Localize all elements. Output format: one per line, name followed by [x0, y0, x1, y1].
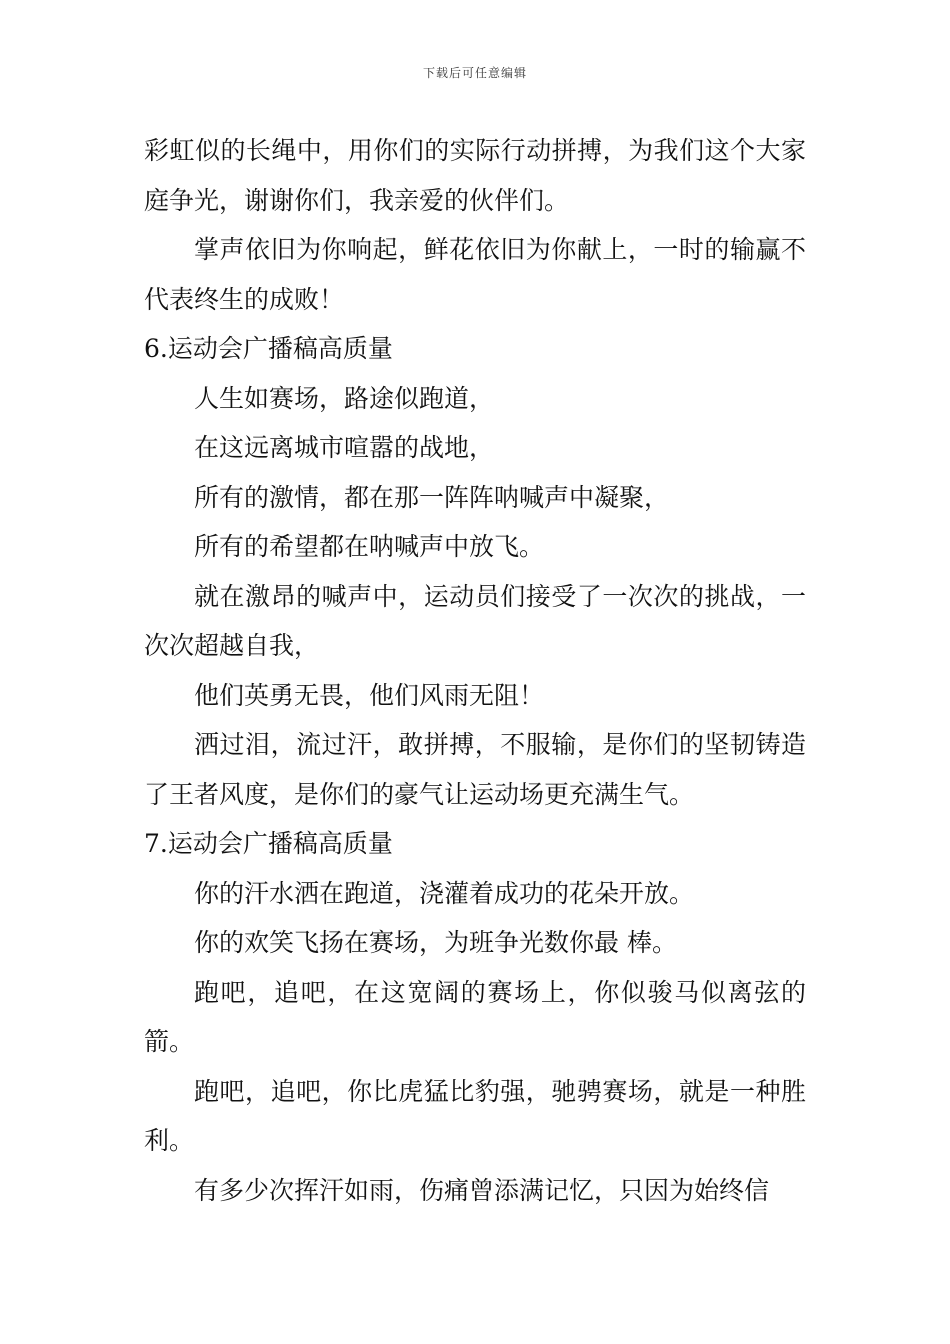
paragraph: 就在激昂的喊声中，运动员们接受了一次次的挑战，一次次超越自我， [144, 581, 806, 660]
page-header: 下载后可任意编辑 [422, 66, 527, 80]
paragraph: 掌声依旧为你响起，鲜花依旧为你献上，一时的输赢不代表终生的成败！ [144, 235, 806, 314]
paragraph: 有多少次挥汗如雨，伤痛曾添满记忆，只因为始终信 [194, 1175, 770, 1205]
paragraph: 你的欢笑飞扬在赛场，为班争光数你最 棒。 [194, 928, 677, 957]
paragraph: 所有的激情，都在那一阵阵呐喊声中凝聚， [194, 482, 670, 512]
paragraph: 所有的希望都在呐喊声中放飞。 [194, 532, 545, 561]
paragraph-continued: 彩虹似的长绳中，用你们的实际行动拼搏，为我们这个大家庭争光，谢谢你们，我亲爱的伙伴们。 [144, 136, 806, 215]
paragraph: 在这远离城市喧嚣的战地， [194, 433, 495, 462]
paragraph: 他们英勇无畏，他们风雨无阻！ [194, 680, 545, 710]
paragraph: 你的汗水洒在跑道，浇灌着成功的花朵开放。 [194, 878, 695, 908]
paragraph: 跑吧，追吧，你比虎猛比豹强，驰骋赛场，就是一种胜利。 [144, 1076, 806, 1155]
section-heading-6: 6.运动会广播稿高质量 [144, 334, 393, 363]
document-body [144, 126, 806, 1215]
section-heading-7: 7.运动会广播稿高质量 [144, 829, 393, 858]
paragraph: 跑吧，追吧，在这宽阔的赛场上，你似骏马似离弦的箭。 [144, 977, 806, 1056]
paragraph: 人生如赛场，路途似跑道， [194, 383, 495, 413]
paragraph: 洒过泪，流过汗，敢拼搏，不服输，是你们的坚韧铸造了王者风度，是你们的豪气让运动场更充满生气。 [144, 730, 806, 809]
